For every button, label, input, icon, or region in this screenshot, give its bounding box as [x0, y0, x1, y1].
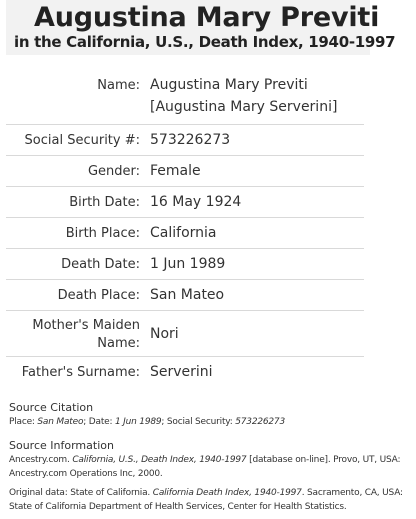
citation-place-value: San Mateo	[37, 417, 84, 427]
birth-place-value: California	[150, 225, 217, 241]
original-data	[9, 486, 413, 514]
row-name	[6, 66, 364, 125]
row-mothers-maiden-name	[6, 311, 364, 357]
name-label: Name:	[97, 78, 140, 93]
record-details-table	[0, 66, 416, 387]
row-ssn	[6, 125, 364, 156]
birth-date-value: 16 May 1924	[150, 194, 242, 210]
source-info-part1: Ancestry.com.	[9, 455, 73, 465]
row-birth-date	[6, 187, 364, 218]
source-information	[9, 439, 413, 481]
death-date-label: Death Date:	[61, 257, 140, 272]
page-title: Augustina Mary Previti	[34, 2, 380, 33]
gender-label: Gender:	[87, 164, 140, 179]
death-place-label: Death Place:	[57, 288, 140, 303]
name-value	[150, 74, 337, 118]
birth-place-label: Birth Place:	[65, 226, 140, 241]
citation-date-label: ; Date:	[83, 417, 115, 427]
row-death-place	[6, 280, 364, 311]
citation-ssn-value: 573226273	[235, 417, 285, 427]
row-fathers-surname	[6, 357, 364, 387]
citation-place-label: Place:	[9, 417, 38, 427]
original-data-part1: Original data: State of California.	[9, 488, 153, 498]
row-death-date	[6, 249, 364, 280]
page-subtitle: in the California, U.S., Death Index, 1940-1997	[14, 33, 396, 51]
birth-date-label: Birth Date:	[69, 195, 140, 210]
row-birth-place	[6, 218, 364, 249]
original-data-text	[9, 486, 413, 514]
source-citation-heading: Source Citation	[9, 401, 94, 414]
gender-value: Female	[150, 163, 201, 179]
citation-date-value: 1 Jun 1989	[114, 417, 162, 427]
original-data-part2: . Sacramento, CA, USA: State of California Department of Health Services, Center for Health Statistics.	[9, 488, 403, 512]
mothers-maiden-label-line1: Mother's Maiden	[32, 318, 140, 333]
original-data-title: California Death Index, 1940-1997	[152, 488, 302, 498]
death-date-value: 1 Jun 1989	[150, 256, 226, 272]
source-information-heading: Source Information	[9, 439, 114, 452]
death-place-value: San Mateo	[150, 287, 225, 303]
source-citation-text	[9, 415, 413, 429]
ssn-value: 573226273	[150, 132, 231, 148]
source-info-part2: [database on-line]. Provo, UT, USA: Ancestry.com Operations Inc, 2000.	[9, 455, 401, 479]
ssn-label: Social Security #:	[24, 133, 140, 148]
mothers-maiden-name-label	[10, 317, 140, 353]
mothers-maiden-label-line2: Name:	[97, 336, 140, 351]
fathers-surname-label: Father's Surname:	[21, 365, 140, 380]
mothers-maiden-name-value: Nori	[150, 326, 179, 342]
source-information-text	[9, 453, 413, 481]
source-info-database-title: California, U.S., Death Index, 1940-1997	[72, 455, 247, 465]
source-citation	[9, 401, 413, 429]
fathers-surname-value: Serverini	[150, 364, 213, 380]
name-primary: Augustina Mary Previti	[150, 77, 308, 93]
citation-ssn-label: ; Social Security:	[161, 417, 236, 427]
record-header	[6, 0, 396, 55]
row-gender	[6, 156, 364, 187]
name-alternate: [Augustina Mary Serverini]	[150, 99, 338, 115]
